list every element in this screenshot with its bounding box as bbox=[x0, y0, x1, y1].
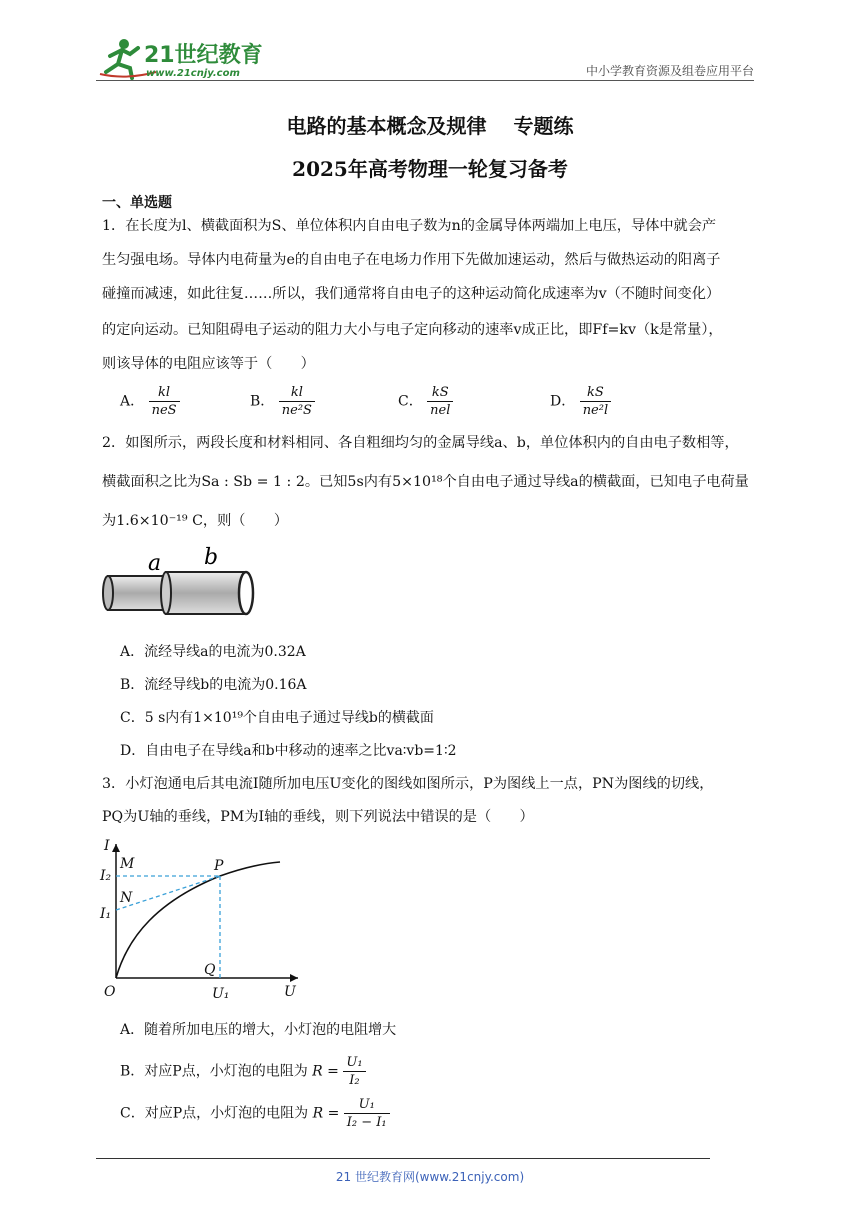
fraction: $\frac{kS}{\text{ne²l}}$ bbox=[580, 384, 611, 419]
q1-line-4: 的定向运动。已知阻碍电子运动的阻力大小与电子定向移动的速率v成正比，即Ff=kv（k是常量）， bbox=[102, 322, 723, 338]
q1-option-d[interactable] bbox=[550, 384, 611, 419]
platform-name: 中小学教育资源及组卷应用平台 bbox=[585, 64, 754, 78]
q1-option-c[interactable] bbox=[398, 384, 453, 419]
q1-option-a[interactable] bbox=[120, 384, 180, 419]
footer-text[interactable]: 21 世纪教育网(www.21cnjy.com) bbox=[335, 1170, 525, 1184]
fraction: $\frac{\text{U₁}}{\text{I₂}}$ bbox=[343, 1054, 365, 1089]
fraction: $\frac{kS}{\text{nel}}$ bbox=[427, 384, 453, 419]
svg-text:www.21cnjy.com: www.21cnjy.com bbox=[146, 68, 240, 79]
q2-line-2: 横截面积之比为Sa : Sb = 1 : 2。已知5s内有5×10¹⁸个自由电子通过导线a的横截面，已知电子电荷量 bbox=[102, 474, 749, 490]
tick-label-i1: I₁ bbox=[100, 906, 112, 922]
section-heading: 一、单选题 bbox=[102, 195, 172, 211]
option-text: B．对应P点，小灯泡的电阻为 bbox=[120, 1063, 308, 1080]
q3-option-a[interactable]: A．随着所加电压的增大，小灯泡的电阻增大 bbox=[120, 1022, 397, 1038]
formula-lhs: R = bbox=[312, 1105, 340, 1122]
q1-line-2: 生匀强电场。导体内电荷量为e的自由电子在电场力作用下先做加速运动，然后与做热运动的阳离子 bbox=[102, 252, 721, 268]
q3-option-c[interactable] bbox=[120, 1096, 390, 1131]
point-label-p: P bbox=[214, 858, 224, 874]
point-label-q: Q bbox=[204, 962, 216, 978]
q2-line-3: 为1.6×10⁻¹⁹ C，则（ ） bbox=[102, 513, 289, 529]
q2-option-d[interactable]: D．自由电子在导线a和b中移动的速率之比va∶vb=1∶2 bbox=[120, 743, 457, 759]
q3-line-1: 3．小灯泡通电后其电流I随所加电压U变化的图线如图所示，P为图线上一点，PN为图线的切线， bbox=[102, 776, 714, 792]
q3-line-2: PQ为U轴的垂线，PM为I轴的垂线，则下列说法中错误的是（ ） bbox=[102, 809, 534, 825]
q1-line-1: 1．在长度为l、横截面积为S、单位体积内自由电子数为n的金属导体两端加上电压，导体中就会产 bbox=[102, 218, 717, 234]
site-logo bbox=[96, 34, 266, 82]
q3-option-b[interactable] bbox=[120, 1054, 366, 1089]
option-label: B． bbox=[250, 393, 275, 410]
option-text: C．对应P点，小灯泡的电阻为 bbox=[120, 1105, 309, 1122]
formula-lhs: R = bbox=[312, 1063, 339, 1080]
footer-divider bbox=[96, 1158, 710, 1159]
point-label-m: M bbox=[120, 856, 135, 872]
axis-label-i: I bbox=[104, 838, 110, 854]
fraction: $\frac{\text{U₁}}{\text{I₂ − I₁}}$ bbox=[344, 1096, 390, 1131]
option-label: A． bbox=[120, 393, 145, 410]
q2-option-a[interactable]: A．流经导线a的电流为0.32A bbox=[120, 644, 306, 660]
page-title: 电路的基本概念及规律 专题练 bbox=[286, 114, 574, 138]
origin-label: O bbox=[104, 984, 116, 1000]
page-subtitle: 2025年高考物理一轮复习备考 bbox=[292, 157, 568, 181]
q2-option-b[interactable]: B．流经导线b的电流为0.16A bbox=[120, 677, 307, 693]
fraction: $\frac{kl}{\text{ne²S}}$ bbox=[279, 384, 315, 419]
label-b: b bbox=[204, 545, 219, 570]
header-divider bbox=[96, 80, 754, 81]
wire-figure bbox=[100, 544, 260, 618]
q2-line-1: 2．如图所示，两段长度和材料相同、各自粗细均匀的金属导线a、b，单位体积内的自由电子数相等， bbox=[102, 435, 739, 451]
svg-text:21世纪教育: 21世纪教育 bbox=[144, 43, 263, 68]
q1-line-3: 碰撞而减速，如此往复……所以，我们通常将自由电子的这种运动简化成速率为v（不随时间变化） bbox=[102, 286, 721, 302]
fraction: $\frac{kl}{\text{neS}}$ bbox=[149, 384, 180, 419]
q2-option-c[interactable]: C．5 s内有1×10¹⁹个自由电子通过导线b的横截面 bbox=[120, 710, 434, 726]
option-label: C． bbox=[398, 393, 423, 410]
tick-label-u1: U₁ bbox=[212, 986, 230, 1002]
axis-label-u: U bbox=[284, 984, 296, 1000]
option-label: D． bbox=[550, 393, 576, 410]
iu-graph bbox=[98, 836, 308, 1002]
point-label-n: N bbox=[120, 890, 133, 906]
q1-option-b[interactable] bbox=[250, 384, 315, 419]
q1-line-5: 则该导体的电阻应该等于（ ） bbox=[102, 356, 315, 372]
label-a: a bbox=[148, 551, 162, 576]
tick-label-i2: I₂ bbox=[100, 868, 112, 884]
